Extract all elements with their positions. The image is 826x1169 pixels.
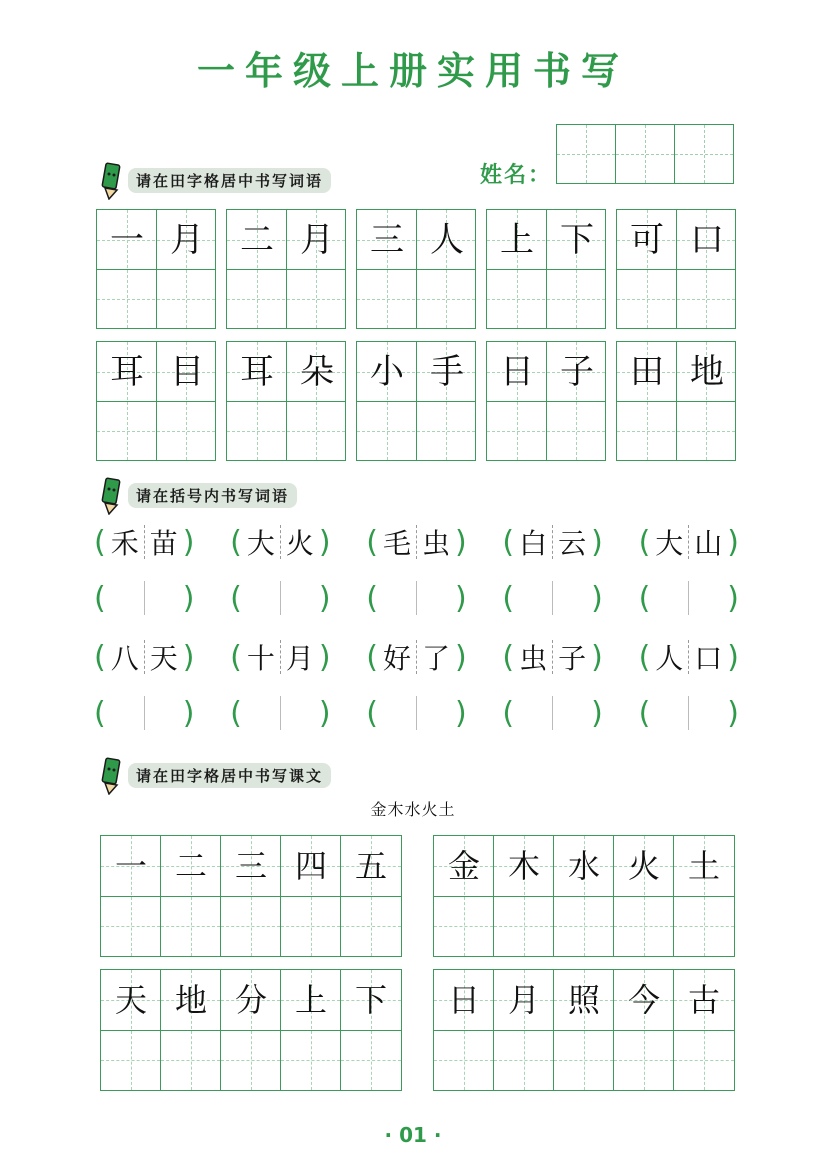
poem-grid-cell[interactable] [554,970,614,1090]
bracket-blank[interactable] [94,578,194,618]
left-paren: ( [366,639,378,675]
grid-character: 火 [627,847,660,885]
grid-character: 二 [240,220,274,260]
bracket-word [366,522,466,562]
poem-title: 金木水火土 [370,800,456,819]
bracket-char: 好 [382,642,411,675]
left-paren: ( [366,524,378,560]
word-grid-box[interactable] [616,209,736,329]
left-paren: ( [230,639,242,675]
grid-character: 一 [114,847,147,885]
left-paren: ( [502,639,515,675]
left-paren: ( [366,695,378,731]
grid-character: 古 [687,981,720,1019]
grid-character: 五 [354,847,387,885]
right-paren: ) [318,695,331,731]
bracket-divider [144,581,145,615]
bracket-char: 白 [519,527,548,560]
grid-character: 三 [234,847,267,885]
bracket-char: 月 [285,642,314,675]
left-paren: ( [638,580,651,616]
grid-character: 木 [507,847,540,885]
bracket-word [639,637,739,677]
bracket-blank[interactable] [639,693,739,733]
page-title: 一年级上册实用书写 [196,49,629,93]
bracket-divider [416,581,417,615]
poem-grid-cell[interactable] [341,836,401,956]
pencil-icon [98,475,124,515]
right-paren: ) [182,639,195,675]
bracket-char: 八 [110,642,139,675]
bracket-char: 大 [246,527,275,560]
poem-grid-cell[interactable] [161,970,221,1090]
grid-character: 日 [500,352,534,392]
bracket-word [230,637,330,677]
grid-character: 三 [370,220,404,260]
grid-character: 下 [560,220,594,260]
right-paren: ) [318,524,331,560]
bracket-word-row [94,637,739,677]
poem-grid-cell[interactable] [101,970,161,1090]
section-label: 请在括号内书写词语 [128,483,297,508]
bracket-word [366,637,466,677]
poem-grid-cell[interactable] [221,836,281,956]
pencil-icon [98,160,124,200]
grid-character: 分 [234,981,267,1019]
grid-character: 土 [687,847,720,885]
bracket-blank[interactable] [502,578,602,618]
left-paren: ( [94,524,106,560]
bracket-blank[interactable] [230,578,330,618]
grid-character: 水 [567,847,600,885]
left-paren: ( [94,580,106,616]
bracket-divider [280,581,281,615]
poem-grid-cell[interactable] [554,836,614,956]
left-paren: ( [366,580,378,616]
left-paren: ( [638,524,651,560]
bracket-char: 虫 [519,642,548,675]
left-paren: ( [230,580,242,616]
left-paren: ( [638,695,651,731]
grid-character: 口 [690,220,724,260]
name-label: 姓名： [480,163,553,188]
grid-character: 手 [430,352,464,392]
right-paren: ) [455,524,467,560]
word-grid-box[interactable] [96,209,216,329]
page-number: · 01 · [384,1123,442,1147]
poem-grid-cell[interactable] [614,970,674,1090]
right-paren: ) [318,639,331,675]
section-heading-1 [98,160,331,200]
left-paren: ( [94,695,106,731]
name-cell[interactable] [674,124,734,184]
left-paren: ( [502,524,515,560]
right-paren: ) [727,639,739,675]
poem-grid-cell[interactable] [101,836,161,956]
bracket-divider [552,696,553,730]
grid-character: 月 [300,220,334,260]
bracket-char: 火 [285,527,314,560]
bracket-char: 山 [694,527,723,560]
bracket-divider [416,696,417,730]
poem-grid-cell[interactable] [434,836,494,956]
poem-grid-row[interactable] [100,835,402,957]
bracket-divider [552,581,553,615]
bracket-divider [280,696,281,730]
word-grid-box[interactable] [226,209,346,329]
bracket-char: 大 [655,527,684,560]
grid-character: 二 [174,847,207,885]
bracket-char: 苗 [149,527,178,560]
section-heading-3 [98,755,331,795]
right-paren: ) [182,524,195,560]
grid-character: 田 [630,352,664,392]
bracket-blank[interactable] [230,693,330,733]
left-paren: ( [638,639,651,675]
word-grid-box[interactable] [486,209,606,329]
bracket-char: 禾 [110,527,139,560]
poem-grid-cell[interactable] [341,970,401,1090]
right-paren: ) [727,580,739,616]
grid-character: 一 [110,220,144,260]
poem-grid-cell[interactable] [614,836,674,956]
name-cell[interactable] [615,124,675,184]
poem-grid-row[interactable] [100,969,402,1091]
poem-grid-cell[interactable] [494,836,554,956]
poem-grid-row[interactable] [433,969,735,1091]
left-paren: ( [230,524,242,560]
grid-character: 日 [447,981,480,1019]
left-paren: ( [502,695,515,731]
section-label: 请在田字格居中书写课文 [128,763,331,788]
section-label: 请在田字格居中书写词语 [128,168,331,193]
bracket-blank-row [94,578,739,618]
bracket-char: 子 [558,642,587,675]
left-paren: ( [502,580,515,616]
grid-character: 下 [354,981,387,1019]
name-cell[interactable] [556,124,616,184]
grid-character: 地 [174,981,207,1019]
right-paren: ) [727,524,739,560]
grid-character: 目 [170,352,204,392]
poem-grid-cell[interactable] [221,970,281,1090]
right-paren: ) [727,695,739,731]
bracket-divider [688,581,689,615]
grid-character: 金 [447,847,480,885]
right-paren: ) [182,580,195,616]
grid-character: 四 [294,847,327,885]
right-paren: ) [591,695,603,731]
bracket-word-row [94,522,739,562]
bracket-char: 了 [421,642,450,675]
right-paren: ) [591,639,603,675]
poem-grid-cell[interactable] [281,970,341,1090]
grid-character: 可 [630,220,664,260]
bracket-word [94,637,194,677]
poem-grid-cell[interactable] [434,970,494,1090]
word-grid-box[interactable] [486,341,606,461]
left-paren: ( [94,639,106,675]
grid-character: 朵 [300,352,334,392]
bracket-blank-row [94,693,739,733]
bracket-char: 毛 [382,527,411,560]
grid-character: 月 [507,981,540,1019]
left-paren: ( [230,695,242,731]
bracket-divider [688,696,689,730]
grid-character: 上 [294,981,327,1019]
bracket-word [94,522,194,562]
pencil-icon [98,755,124,795]
bracket-char: 十 [246,642,275,675]
grid-character: 月 [170,220,204,260]
right-paren: ) [318,580,331,616]
right-paren: ) [455,580,467,616]
grid-character: 小 [370,352,404,392]
bracket-char: 口 [694,642,723,675]
word-grid-box[interactable] [96,341,216,461]
poem-grid-cell[interactable] [494,970,554,1090]
poem-grid-row[interactable] [433,835,735,957]
bracket-char: 云 [558,527,587,560]
bracket-char: 人 [655,642,684,675]
bracket-blank[interactable] [94,693,194,733]
right-paren: ) [591,524,603,560]
bracket-divider [144,696,145,730]
grid-character: 人 [430,220,464,260]
grid-character: 子 [560,352,594,392]
right-paren: ) [182,695,195,731]
poem-grid-cell[interactable] [281,836,341,956]
word-grid-box[interactable] [356,209,476,329]
bracket-word [639,522,739,562]
bracket-char: 天 [149,642,178,675]
word-grid-box[interactable] [226,341,346,461]
grid-character: 天 [114,981,147,1019]
word-grid-box[interactable] [356,341,476,461]
word-grid-box[interactable] [616,341,736,461]
right-paren: ) [455,695,467,731]
bracket-word [502,637,602,677]
poem-grid-cell[interactable] [674,970,734,1090]
grid-character: 耳 [240,352,274,392]
grid-character: 照 [567,981,600,1019]
bracket-blank[interactable] [639,578,739,618]
bracket-blank[interactable] [366,578,466,618]
bracket-blank[interactable] [502,693,602,733]
right-paren: ) [591,580,603,616]
right-paren: ) [455,639,467,675]
bracket-word [230,522,330,562]
bracket-word [502,522,602,562]
grid-character: 上 [500,220,534,260]
grid-character: 耳 [110,352,144,392]
bracket-blank[interactable] [366,693,466,733]
grid-character: 今 [627,981,660,1019]
bracket-char: 虫 [421,527,450,560]
grid-character: 地 [690,352,724,392]
name-grid[interactable] [557,124,734,184]
poem-grid-cell[interactable] [161,836,221,956]
poem-grid-cell[interactable] [674,836,734,956]
section-heading-2 [98,475,297,515]
